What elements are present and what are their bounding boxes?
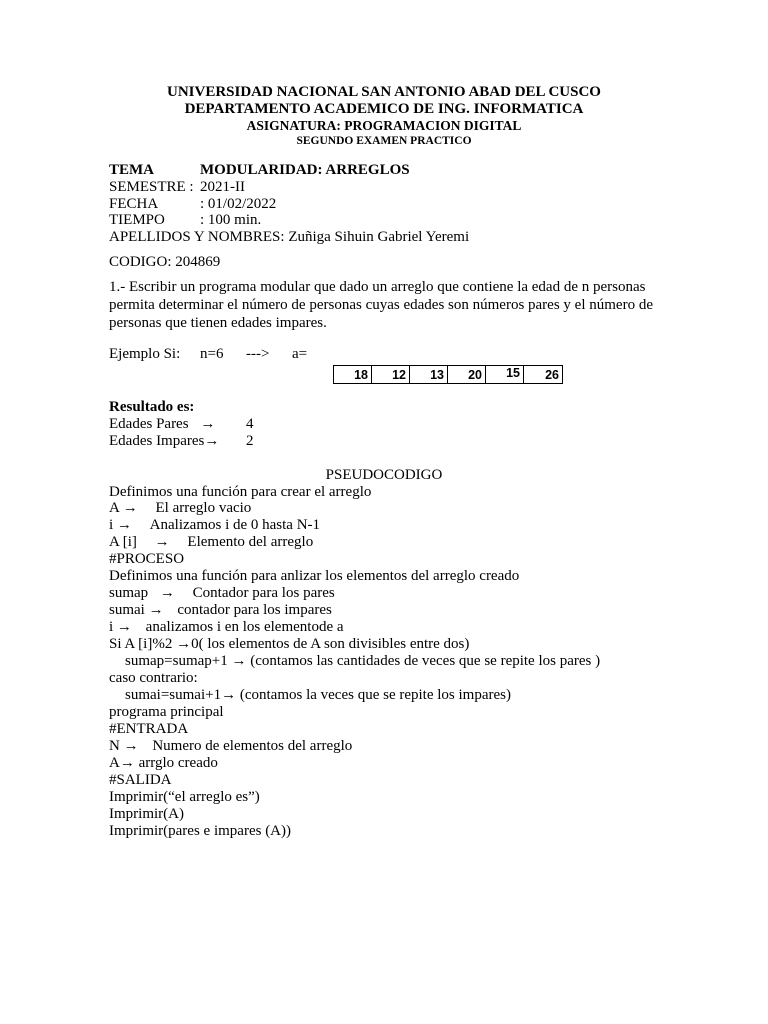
array-cell: 26: [545, 367, 559, 382]
pseudo-line: [109, 602, 332, 619]
pseudo-term: N: [109, 738, 120, 754]
exam-title: SEGUNDO EXAMEN PRACTICO: [296, 135, 472, 147]
pares-value: 4: [246, 416, 254, 432]
pseudo-line: [109, 517, 320, 534]
arrow-icon: →: [123, 738, 139, 754]
array-cell: 12: [372, 366, 410, 383]
fecha-value: : 01/02/2022: [200, 196, 277, 212]
pseudo-desc: (contamos las cantidades de veces que se repite los pares ): [250, 653, 601, 669]
example-n: n=6: [200, 346, 224, 362]
arrow-icon: →: [231, 653, 247, 669]
pseudo-desc: analizamos i en los elementode a: [145, 619, 344, 635]
pseudo-term: sumap: [109, 585, 149, 601]
pares-label: Edades Pares: [109, 416, 189, 432]
pseudo-term: A: [109, 500, 120, 516]
pseudo-line: [125, 653, 600, 670]
pseudo-desc: Analizamos i de 0 hasta N-1: [149, 517, 321, 533]
semestre-label: SEMESTRE :: [109, 179, 194, 195]
pseudo-term: i: [109, 619, 114, 635]
subject-title: ASIGNATURA: PROGRAMACION DIGITAL: [246, 118, 522, 133]
fecha-label: FECHA: [109, 196, 159, 212]
student-name: APELLIDOS Y NOMBRES: Zuñiga Sihuin Gabriel Yeremi: [109, 229, 470, 245]
pseudo-line: [125, 687, 511, 704]
problem-statement: 1.- Escribir un programa modular que dado un arreglo que contiene la edad de n personas permita determinar el número de personas cuyas edades son números pares y el número de personas que tienen edades impares.: [109, 279, 653, 331]
array-cell: 20: [448, 366, 486, 383]
pseudo-desc: (contamos la veces que se repite los impares): [239, 687, 511, 703]
pseudo-term: Si A [i]%2: [109, 636, 173, 652]
arrow-icon: →: [154, 534, 170, 550]
pseudo-term: sumai: [109, 602, 145, 618]
result-pares: [109, 416, 215, 433]
pseudo-line: #PROCESO: [109, 551, 185, 567]
arrow-icon: →: [204, 433, 220, 449]
arrow-icon: →: [116, 517, 132, 533]
pseudo-line: [109, 585, 335, 602]
pseudo-desc: Contador para los pares: [192, 585, 335, 601]
semestre-value: 2021-II: [200, 179, 245, 195]
impares-label: Edades Impares: [109, 433, 205, 449]
pseudo-term: sumai=sumai+1: [125, 687, 222, 703]
pseudo-line: Imprimir(“el arreglo es”): [109, 789, 260, 805]
pseudo-term: sumap=sumap+1: [125, 653, 228, 669]
pseudo-desc: 0( los elementos de A son divisibles entre dos): [191, 636, 470, 652]
pseudo-line: Definimos una función para crear el arreglo: [109, 484, 372, 500]
pseudo-line: [109, 738, 352, 755]
university-title: UNIVERSIDAD NACIONAL SAN ANTONIO ABAD DEL CUSCO: [167, 84, 601, 100]
arrow-icon: →: [221, 687, 237, 703]
array-cell: 18: [334, 366, 372, 383]
array-cell: 13: [410, 366, 448, 383]
impares-value: 2: [246, 433, 254, 449]
tiempo-label: TIEMPO: [109, 212, 165, 228]
pseudo-line: caso contrario:: [109, 670, 198, 686]
pseudo-line: [109, 619, 344, 636]
result-title: Resultado es:: [109, 399, 195, 415]
arrow-icon: →: [148, 602, 164, 618]
arrow-icon: →: [159, 585, 175, 601]
tema-value: MODULARIDAD: ARREGLOS: [200, 162, 410, 178]
pseudo-desc: Numero de elementos del arreglo: [152, 738, 353, 754]
pseudo-term: i: [109, 517, 114, 533]
arrow-icon: →: [200, 416, 216, 432]
example-arrow: --->: [246, 346, 270, 362]
example-array: [333, 365, 563, 384]
tiempo-value: : 100 min.: [200, 212, 262, 228]
example-a: a=: [292, 346, 308, 362]
student-code: CODIGO: 204869: [109, 254, 221, 270]
pseudo-term: A [i]: [109, 534, 137, 550]
pseudo-line: Imprimir(A): [109, 806, 184, 822]
pseudo-desc: El arreglo vacio: [155, 500, 252, 516]
pseudo-line: programa principal: [109, 704, 224, 720]
pseudo-line: Imprimir(pares e impares (A)): [109, 823, 292, 839]
arrow-icon: →: [122, 500, 138, 516]
pseudo-line: [109, 755, 218, 772]
pseudo-term: A: [109, 755, 120, 771]
pseudo-desc: Elemento del arreglo: [187, 534, 314, 550]
pseudo-line: #SALIDA: [109, 772, 172, 788]
array-cell: 15: [486, 366, 524, 383]
tema-label: TEMA: [109, 162, 154, 178]
pseudocode-title: PSEUDOCODIGO: [325, 467, 443, 483]
pseudo-line: #ENTRADA: [109, 721, 189, 737]
example-label: Ejemplo Si:: [109, 346, 181, 362]
arrow-icon: →: [176, 636, 192, 652]
pseudo-line: [109, 500, 251, 517]
pseudo-line: [109, 636, 469, 653]
pseudo-desc: arrglo creado: [138, 755, 218, 771]
arrow-icon: →: [119, 755, 135, 771]
pseudo-line: [109, 534, 313, 551]
arrow-icon: →: [116, 619, 132, 635]
pseudo-line: Definimos una función para anlizar los elementos del arreglo creado: [109, 568, 520, 584]
result-impares: [109, 433, 219, 450]
department-title: DEPARTAMENTO ACADEMICO DE ING. INFORMATICA: [184, 101, 584, 117]
pseudo-desc: contador para los impares: [177, 602, 332, 618]
